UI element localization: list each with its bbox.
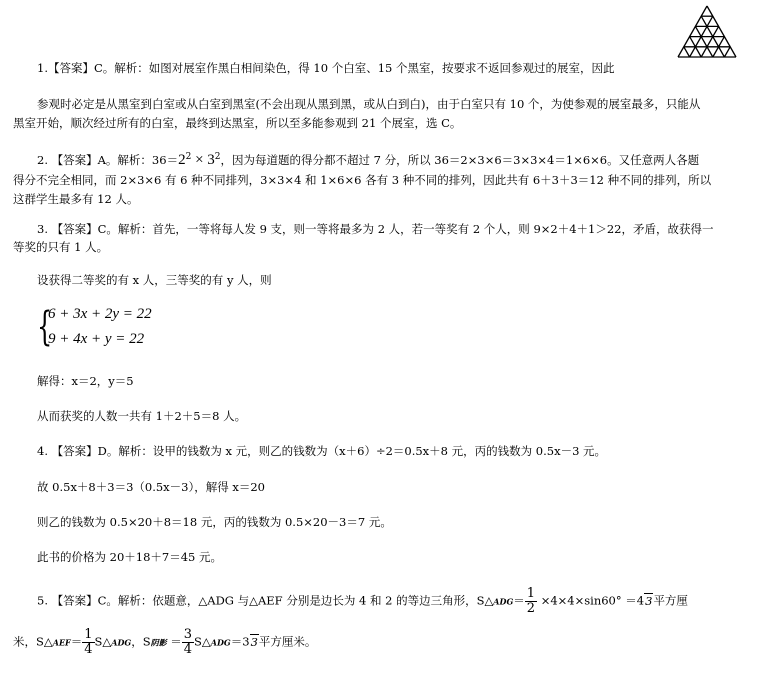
q5-line2 (13, 628, 316, 657)
q3-line2: 等奖的只有 1 人。 (13, 240, 109, 254)
q5-post: 平方厘 (653, 593, 688, 608)
grid-line-diagonal (684, 47, 690, 57)
q5-line2-c: ，S (131, 634, 151, 649)
q5-line1 (37, 587, 688, 616)
q5-frac2-den: 4 (84, 642, 93, 657)
q5-mid: ×4×4×sin60° ＝4 (537, 593, 645, 608)
q5-line2-a: 米，S△ (13, 634, 53, 649)
q5-frac3-den: 4 (183, 642, 193, 657)
q5-sub-adg2: ADG (111, 637, 132, 648)
q2-exp1: 2 (185, 152, 192, 163)
q5-frac1-den: 2 (526, 601, 536, 616)
q3-line3: 设获得二等奖的有 x 人，三等奖的有 y 人，则 (37, 273, 272, 287)
q5-line2-eq: ＝ (70, 634, 83, 649)
q5-line2-e: ＝3 (230, 634, 250, 649)
q5-sqrt1: 3 (645, 593, 653, 608)
q2-exp2: 2 (214, 152, 221, 163)
q5-sub-aef: AEF (52, 637, 71, 648)
q1-line1: 1.【答案】C。解析：如图对展室作黑白相间染色，得 10 个白室、15 个黑室，按要求不返回参观过的展室，因此 (37, 61, 615, 75)
q4-line4: 此书的价格为 20＋18＋7＝45 元。 (37, 550, 223, 564)
q5-line2-f: 平方厘米。 (258, 634, 317, 649)
q3-eq1: 6 + 3x + 2y = 22 (48, 306, 152, 322)
grid-line-diagonal (724, 47, 730, 57)
q5-sub-adg: ADG (493, 596, 514, 607)
q2-line1 (37, 152, 699, 169)
q5-sub-shade: 阴影 (150, 637, 167, 648)
q4-line3: 则乙的钱数为 0.5×20＋8＝18 元，丙的钱数为 0.5×20－3＝7 元。 (37, 515, 392, 529)
q5-sub-adg3: ADG (210, 637, 231, 648)
q5-sqrt2: 3 (250, 634, 258, 649)
q2-math-mid: × 3 (191, 152, 215, 168)
equation-system-brace: { (37, 304, 53, 350)
q1-line3: 黑室开始，顺次经过所有的白室，最终到达黑室，所以至多能参观到 21 个展室，选 C。 (13, 116, 462, 130)
q5-line2-b: S△ (94, 634, 112, 649)
q4-line2: 故 0.5x＋8＋3＝3（0.5x－3），解得 x＝20 (37, 480, 265, 494)
q5-frac2-num: 1 (84, 627, 93, 642)
triangle-grid-figure (676, 4, 738, 60)
q5-frac1-num: 1 (526, 586, 536, 601)
q5-frac1 (525, 587, 537, 616)
q5-line2-eq2: ＝ (166, 634, 182, 649)
q5-frac3 (182, 628, 194, 657)
triangle-edge (678, 6, 707, 57)
q3-solve: 解得：x＝2，y＝5 (37, 374, 134, 388)
q5-frac3-num: 3 (183, 627, 193, 642)
q3-eq2: 9 + 4x + y = 22 (48, 331, 145, 347)
q4-line1: 4. 【答案】D。解析：设甲的钱数为 x 元，则乙的钱数为（x＋6）÷2＝0.5x＋8 元，丙的钱数为 0.5x－3 元。 (37, 444, 607, 458)
q5-pre: 5. 【答案】C。解析：依题意，△ADG 与△AEF 分别是边长为 4 和 2 的等边三角形，S△ (37, 593, 494, 608)
triangle-edge (707, 6, 736, 57)
q5-line2-d: S△ (194, 634, 211, 649)
q3-line1: 3. 【答案】C。解析：首先，一等将每人发 9 支，则一等将最多为 2 人，若一等奖有 2 个人，则 9×2＋4＋1＞22，矛盾，故获得一 (37, 222, 714, 236)
q5-eq: ＝ (513, 593, 525, 608)
q2-line3: 这群学生最多有 12 人。 (13, 192, 139, 206)
q3-result: 从而获奖的人数一共有 1＋2＋5＝8 人。 (37, 409, 247, 423)
q2-line1-post: ，因为每道题的得分都不超过 7 分，所以 36＝2×3×6＝3×3×4＝1×6×6。又任意两人各题 (220, 153, 700, 167)
q1-line2: 参观时必定是从黑室到白室或从白室到黑室(不会出现从黑到黑，或从白到白)，由于白室只有 10 个，为使参观的展室最多，只能从 (37, 97, 701, 111)
q2-line2: 得分不完全相同，而 2×3×6 有 6 种不同排列，3×3×4 和 1×6×6 各有 3 种不同的排列，因此共有 6＋3＋3＝12 种不同的排列，所以 (13, 173, 712, 187)
q2-math-base: 2 (178, 152, 186, 168)
q2-line1-pre: 2. 【答案】A。解析：36＝ (37, 153, 179, 167)
q5-frac2 (82, 628, 94, 657)
